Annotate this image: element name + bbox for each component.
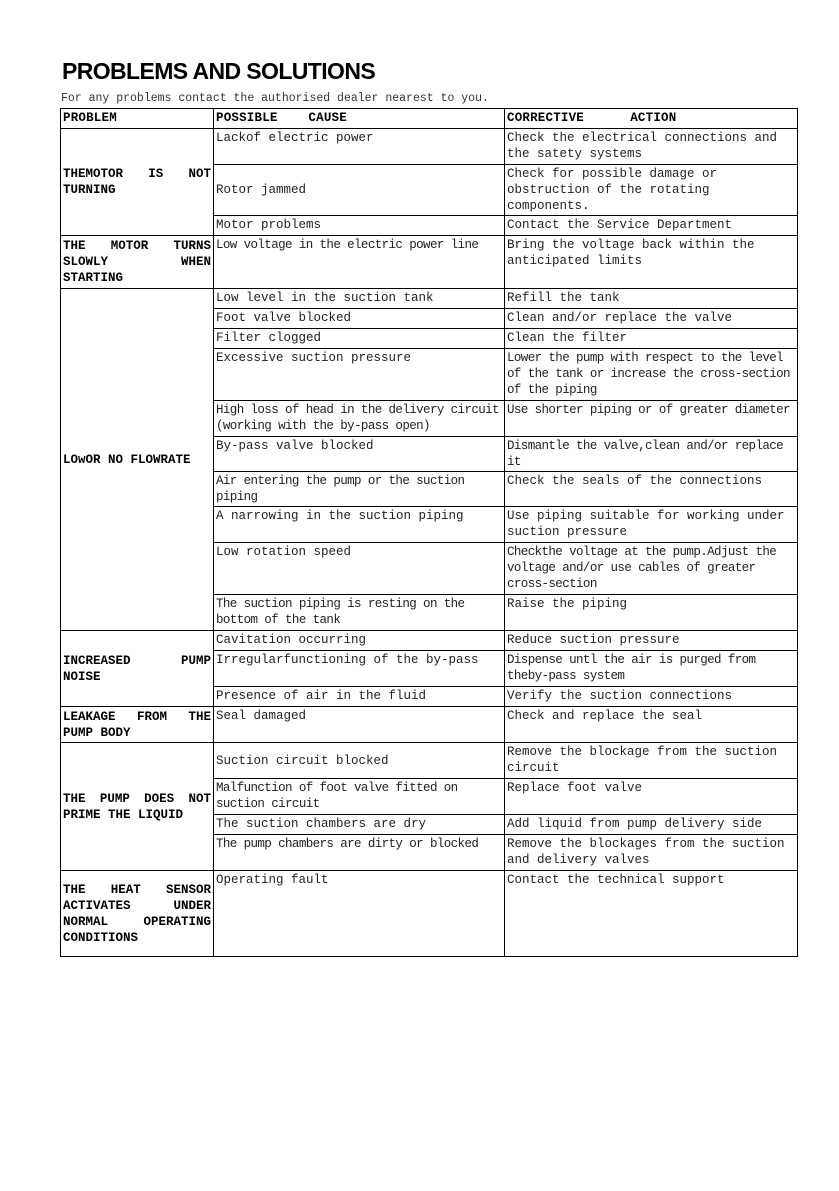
cause-cell: Operating fault bbox=[214, 871, 505, 957]
header-cause: POSSIBLE CAUSE bbox=[214, 109, 505, 129]
cause-cell: Presence of air in the fluid bbox=[214, 687, 505, 707]
action-cell: Dismantle the valve,clean and/or replace it bbox=[505, 437, 798, 472]
action-cell: Checkthe voltage at the pump.Adjust the voltage and/or use cables of greater cross-section bbox=[505, 543, 798, 595]
cause-cell: Filter clogged bbox=[214, 329, 505, 349]
table-row bbox=[61, 707, 798, 743]
cause-cell: Lackof electric power bbox=[214, 129, 505, 165]
action-cell: Reduce suction pressure bbox=[505, 631, 798, 651]
problem-motor-turns-slowly: THE MOTOR TURNS SLOWLY WHEN STARTING bbox=[61, 236, 214, 289]
action-cell: Dispense untl the air is purged from theby-pass system bbox=[505, 651, 798, 687]
problem-heat-sensor: THE HEAT SENSOR ACTIVATES UNDER NORMAL OPERATING CONDITIONS bbox=[61, 871, 214, 957]
table-header-row bbox=[61, 109, 798, 129]
cause-cell: The suction piping is resting on the bottom of the tank bbox=[214, 595, 505, 631]
action-cell: Contact the technical support bbox=[505, 871, 798, 957]
cause-cell: Motor problems bbox=[214, 216, 505, 236]
problem-pump-noise: INCREASED PUMP NOISE bbox=[61, 631, 214, 707]
header-action: CORRECTIVE ACTION bbox=[505, 109, 798, 129]
table-row bbox=[61, 631, 798, 651]
cause-cell: Irregularfunctioning of the by-pass bbox=[214, 651, 505, 687]
action-cell: Contact the Service Department bbox=[505, 216, 798, 236]
problem-leakage: LEAKAGE FROM THE PUMP BODY bbox=[61, 707, 214, 743]
action-cell: Check the electrical connections and the satety systems bbox=[505, 129, 798, 165]
action-cell: Refill the tank bbox=[505, 289, 798, 309]
action-cell: Add liquid from pump delivery side bbox=[505, 815, 798, 835]
problems-solutions-table bbox=[60, 108, 798, 957]
cause-cell: By-pass valve blocked bbox=[214, 437, 505, 472]
cause-cell: Seal damaged bbox=[214, 707, 505, 743]
cause-cell: The suction chambers are dry bbox=[214, 815, 505, 835]
action-cell: Raise the piping bbox=[505, 595, 798, 631]
action-cell: Remove the blockages from the suction and delivery valves bbox=[505, 835, 798, 871]
page-subtitle: For any problems contact the authorised dealer nearest to you. bbox=[61, 92, 489, 105]
problem-pump-not-priming: THE PUMP DOES NOT PRIME THE LIQUID bbox=[61, 743, 214, 871]
action-cell: Use piping suitable for working under suction pressure bbox=[505, 507, 798, 543]
table-row bbox=[61, 289, 798, 309]
action-cell: Bring the voltage back within the anticipated limits bbox=[505, 236, 798, 289]
action-cell: Replace foot valve bbox=[505, 779, 798, 815]
table-row bbox=[61, 871, 798, 957]
cause-cell: Malfunction of foot valve fitted on suction circuit bbox=[214, 779, 505, 815]
problem-motor-not-turning: THEMOTOR IS NOT TURNING bbox=[61, 129, 214, 236]
page-title: PROBLEMS AND SOLUTIONS bbox=[62, 58, 376, 84]
cause-cell: Suction circuit blocked bbox=[214, 743, 505, 779]
action-cell: Check and replace the seal bbox=[505, 707, 798, 743]
cause-cell: A narrowing in the suction piping bbox=[214, 507, 505, 543]
action-cell: Clean and/or replace the valve bbox=[505, 309, 798, 329]
table-row bbox=[61, 129, 798, 165]
cause-cell: Low level in the suction tank bbox=[214, 289, 505, 309]
action-cell: Check for possible damage or obstruction of the rotating components. bbox=[505, 165, 798, 216]
table-row bbox=[61, 743, 798, 779]
cause-cell: Rotor jammed bbox=[214, 165, 505, 216]
action-cell: Use shorter piping or of greater diameter bbox=[505, 401, 798, 437]
cause-cell: High loss of head in the delivery circuit (working with the by-pass open) bbox=[214, 401, 505, 437]
header-problem: PROBLEM bbox=[61, 109, 214, 129]
action-cell: Clean the filter bbox=[505, 329, 798, 349]
problem-low-flowrate: LOwOR NO FLOWRATE bbox=[61, 289, 214, 631]
table-row bbox=[61, 236, 798, 289]
action-cell: Check the seals of the connections bbox=[505, 472, 798, 507]
cause-cell: Excessive suction pressure bbox=[214, 349, 505, 401]
action-cell: Verify the suction connections bbox=[505, 687, 798, 707]
action-cell: Remove the blockage from the suction circuit bbox=[505, 743, 798, 779]
cause-cell: The pump chambers are dirty or blocked bbox=[214, 835, 505, 871]
cause-cell: Air entering the pump or the suction piping bbox=[214, 472, 505, 507]
action-cell: Lower the pump with respect to the level of the tank or increase the cross-section of the piping bbox=[505, 349, 798, 401]
cause-cell: Low voltage in the electric power line bbox=[214, 236, 505, 289]
cause-cell: Foot valve blocked bbox=[214, 309, 505, 329]
cause-cell: Cavitation occurring bbox=[214, 631, 505, 651]
cause-cell: Low rotation speed bbox=[214, 543, 505, 595]
